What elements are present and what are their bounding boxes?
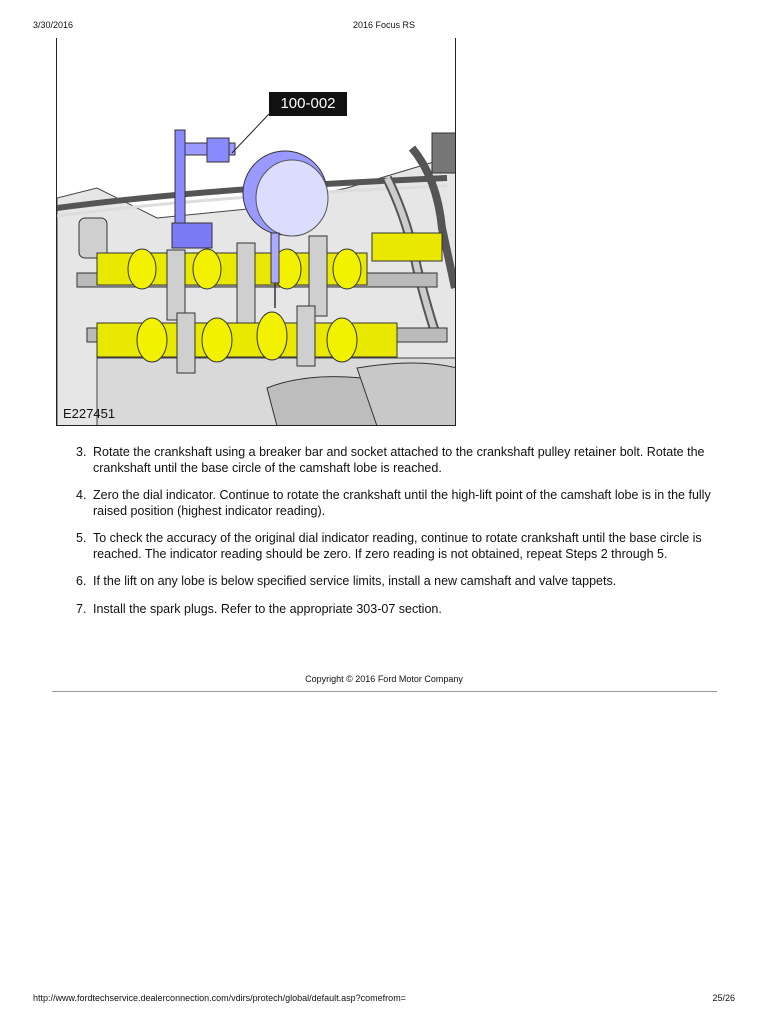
copyright-notice: Copyright © 2016 Ford Motor Company <box>305 674 463 684</box>
engine-illustration <box>56 38 456 426</box>
step-text: To check the accuracy of the original dial indicator reading, continue to rotate crankshaft until the base circle is reached. The indicator reading should be zero. If zero reading is not obtained, repeat Steps 2 through 5. <box>93 531 702 561</box>
step-item <box>76 574 713 590</box>
step-item <box>76 531 713 562</box>
step-text: Install the spark plugs. Refer to the appropriate 303-07 section. <box>93 601 442 616</box>
step-item <box>76 488 713 519</box>
footer-url: http://www.fordtechservice.dealerconnection.com/vdirs/protech/global/default.asp?comefrom= <box>33 993 406 1003</box>
step-text: Zero the dial indicator. Continue to rotate the crankshaft until the high-lift point of the camshaft lobe is in the fully raised position (highest indicator reading). <box>93 488 711 518</box>
footer-page-number: 25/26 <box>712 993 735 1003</box>
step-number: 4. <box>76 488 87 502</box>
step-text: If the lift on any lobe is below specified service limits, install a new camshaft and valve tappets. <box>93 574 617 588</box>
tool-callout-label: 100-002 <box>269 92 347 116</box>
procedure-steps <box>76 445 713 629</box>
step-number: 7. <box>76 601 87 616</box>
step-number: 5. <box>76 531 87 545</box>
step-number: 6. <box>76 574 87 588</box>
divider <box>52 691 717 692</box>
camshaft-dial-indicator-drawing <box>57 38 456 426</box>
step-item <box>76 445 713 476</box>
header-title: 2016 Focus RS <box>352 20 416 30</box>
step-text: Rotate the crankshaft using a breaker bar and socket attached to the crankshaft pulley retainer bolt. Rotate the crankshaft until the base circle of the camshaft lobe is reached. <box>93 445 705 475</box>
figure-code: E227451 <box>63 406 116 421</box>
step-number: 3. <box>76 445 87 459</box>
step-item <box>76 601 713 618</box>
header-date: 3/30/2016 <box>33 20 74 30</box>
